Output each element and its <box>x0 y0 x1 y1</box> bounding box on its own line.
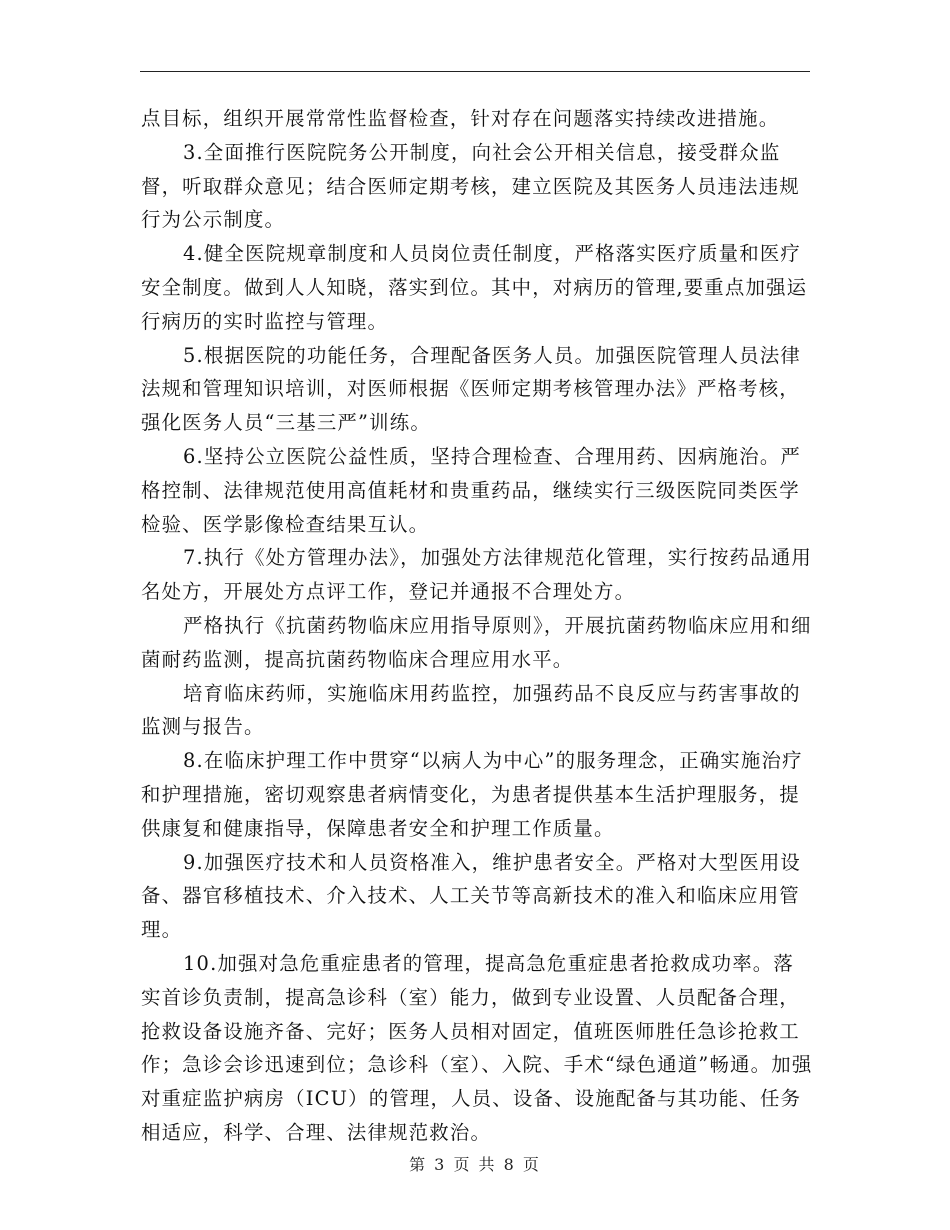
paragraph-5: 7.执行《处方管理办法》，加强处方法律规范化管理，实行按药品通用名处方，开展处方点评工作，登记并通报不合理处方。 <box>141 546 812 604</box>
document-body <box>141 102 813 1150</box>
paragraph-0: 点目标，组织开展常常性监督检查，针对存在问题落实持续改进措施。 <box>141 107 780 130</box>
paragraph-1: 3.全面推行医院院务公开制度，向社会公开相关信息，接受群众监督，听取群众意见；结合医师定期考核，建立医院及其医务人员违法违规行为公示制度。 <box>141 140 800 232</box>
header-rule <box>140 71 810 72</box>
paragraph-3: 5.根据医院的功能任务，合理配备医务人员。加强医院管理人员法律法规和管理知识培训，对医师根据《医师定期考核管理办法》严格考核，强化医务人员“三基三严”训练。 <box>141 343 802 435</box>
paragraph-9: 9.加强医疗技术和人员资格准入，维护患者安全。严格对大型医用设备、器官移植技术、介入技术、人工关节等高新技术的准入和临床应用管理。 <box>141 850 802 942</box>
page-footer: 第 3 页 共 8 页 <box>409 1155 541 1174</box>
paragraph-6: 严格执行《抗菌药物临床应用指导原则》，开展抗菌药物临床应用和细菌耐药监测，提高抗菌药物临床合理应用水平。 <box>141 613 812 671</box>
paragraph-4: 6.坚持公立医院公益性质，坚持合理检查、合理用药、因病施治。严格控制、法律规范使用高值耗材和贵重药品，继续实行三级医院同类医学检验、医学影像检查结果互认。 <box>141 444 802 536</box>
paragraph-2: 4.健全医院规章制度和人员岗位责任制度，严格落实医疗质量和医疗安全制度。做到人人知晓，落实到位。其中，对病历的管理,要重点加强运行病历的实时监控与管理。 <box>141 242 808 333</box>
paragraph-8: 8.在临床护理工作中贯穿“以病人为中心”的服务理念，正确实施治疗和护理措施，密切观察患者病情变化，为患者提供基本生活护理服务，提供康复和健康指导，保障患者安全和护理工作质量。 <box>141 749 803 840</box>
paragraph-10: 10.加强对急危重症患者的管理，提高急危重症患者抢救成功率。落实首诊负责制，提高急诊科（室）能力，做到专业设置、人员配备合理，抢救设备设施齐备、完好；医务人员相对固定，值班医师胜任急诊抢救工作；急诊会诊迅速到位；急诊科（室）、入院、手术“绿色通道”畅通。加强对重症监护病房（ICU）的管理，人员、设备、设施配备与其功能、任务相适应，科学、合理、法律规范救治。 <box>141 951 813 1144</box>
paragraph-7: 培育临床药师，实施临床用药监控，加强药品不良反应与药害事故的监测与报告。 <box>141 681 801 739</box>
